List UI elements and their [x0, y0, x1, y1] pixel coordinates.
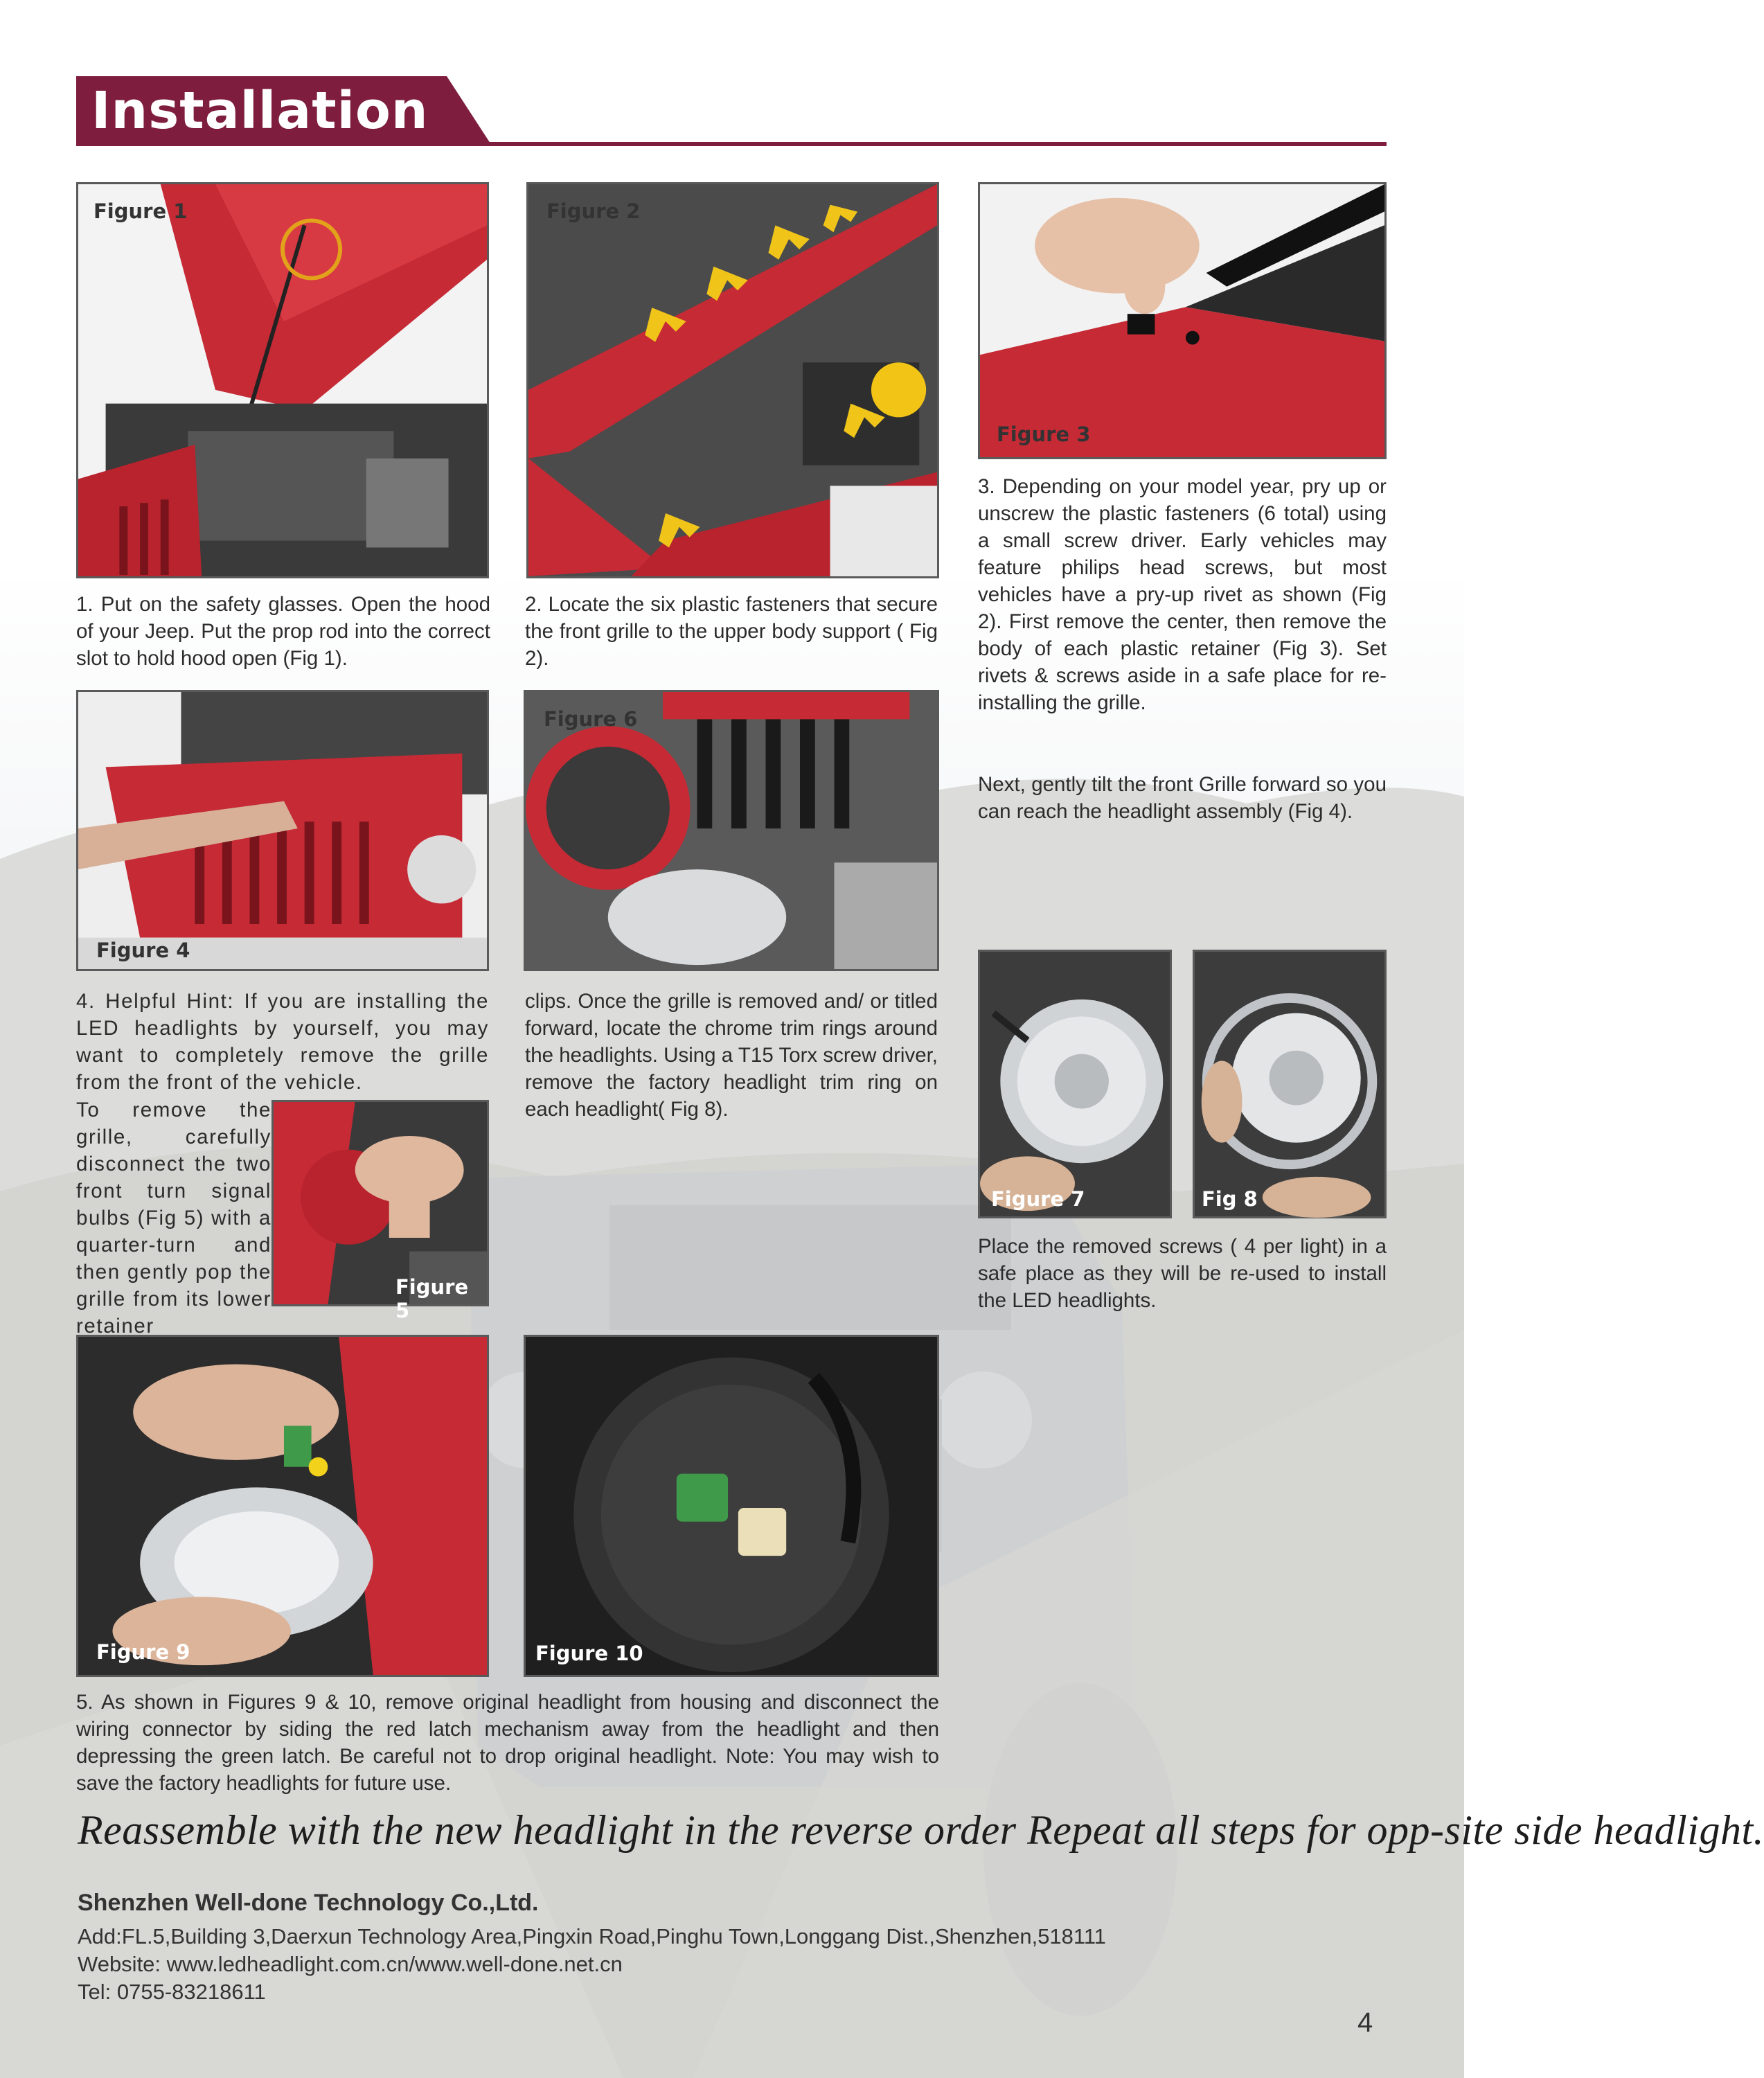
figure-8-label: Fig 8: [1202, 1187, 1258, 1211]
page-title: Installation: [91, 81, 429, 141]
figure-1-image: [76, 182, 489, 578]
figure-10-label: Figure 10: [535, 1642, 643, 1665]
company-tel: Tel: 0755-83218611: [78, 1980, 266, 2004]
figure-7-label: Figure 7: [991, 1187, 1085, 1211]
figure-4-label: Figure 4: [96, 939, 190, 962]
step-1-text: 1. Put on the safety glasses. Open the hood of your Jeep. Put the prop rod into the correct slot to hold hood open (Fig 1).: [76, 593, 490, 670]
figure-5-image: [271, 1100, 489, 1322]
page-number: 4: [1357, 2007, 1373, 2038]
step-3-text: 3. Depending on your model year, pry up or unscrew the plastic fasteners (6 total) using a small screw driver. Early vehicles may feature philips head screws, but most vehicles have a pry-up rivet as shown (Fig 2). First remove the center, then remove the body of each plastic retainer (Fig 3). Set rivets & screws aside in a safe place for re- installing the grille.: [978, 475, 1387, 714]
step-4-hint-text: 4. Helpful Hint: If you are installing the LED headlights by yourself, you may want to completely remove the grille from the front of the vehicle.: [76, 990, 489, 1094]
figure-2-label: Figure 2: [546, 199, 641, 223]
step-5-text: 5. As shown in Figures 9 & 10, remove original headlight from housing and disconnect the wiring connector by siding the red latch mechanism away from the headlight and then depressing the green latch. Be careful not to drop original headlight. Note: You may wish to save the factory headlights for future use.: [76, 1691, 939, 1795]
step-2-text: 2. Locate the six plastic fasteners that secure the front grille to the upper body support ( Fig 2).: [525, 593, 938, 670]
company-address: Add:FL.5,Building 3,Daerxun Technology Area,Pingxin Road,Pinghu Town,Longgang Dist.,Shenzhen,518111: [78, 1924, 1107, 1948]
company-website: Website: www.ledheadlight.com.cn/www.well-done.net.cn: [78, 1952, 623, 1976]
company-name: Shenzhen Well-done Technology Co.,Ltd.: [78, 1890, 539, 1916]
step-4-remove-text: To remove the grille, carefully disconnect the two front turn signal bulbs (Fig 5) with a quarter-turn and then gently pop the grille from its lower retainer: [76, 1099, 271, 1338]
figure-8-image: [1193, 950, 1387, 1218]
figure-6-image: [524, 690, 939, 971]
figure-2-image: [526, 182, 939, 578]
figure-9-label: Figure 9: [96, 1640, 190, 1664]
step-3-next-text: Next, gently tilt the front Grille forward so you can reach the headlight assembly (Fig 4).: [978, 773, 1387, 823]
figure-6-label: Figure 6: [544, 707, 638, 731]
figure-3-image: [978, 182, 1387, 459]
reassemble-tagline: Reassemble with the new headlight in the reverse order Repeat all steps for opp-site side headlight.: [78, 1807, 1764, 1853]
step-4-screws-text: Place the removed screws ( 4 per light) in a safe place as they will be re-used to install the LED headlights.: [978, 1235, 1387, 1312]
figure-4-image: [76, 690, 489, 971]
figure-9-image: [76, 1335, 489, 1677]
figure-3-label: Figure 3: [997, 423, 1091, 446]
figure-1-label: Figure 1: [93, 199, 188, 223]
figure-10-image: [524, 1335, 939, 1677]
figure-7-image: [978, 950, 1172, 1218]
step-4-continued-text: clips. Once the grille is removed and/ or titled forward, locate the chrome trim rings around the headlights. Using a T15 Torx screw driver, remove the factory headlight trim ring on each headlight( Fig 8).: [525, 990, 938, 1121]
figure-5-label: Figure 5: [395, 1275, 469, 1322]
